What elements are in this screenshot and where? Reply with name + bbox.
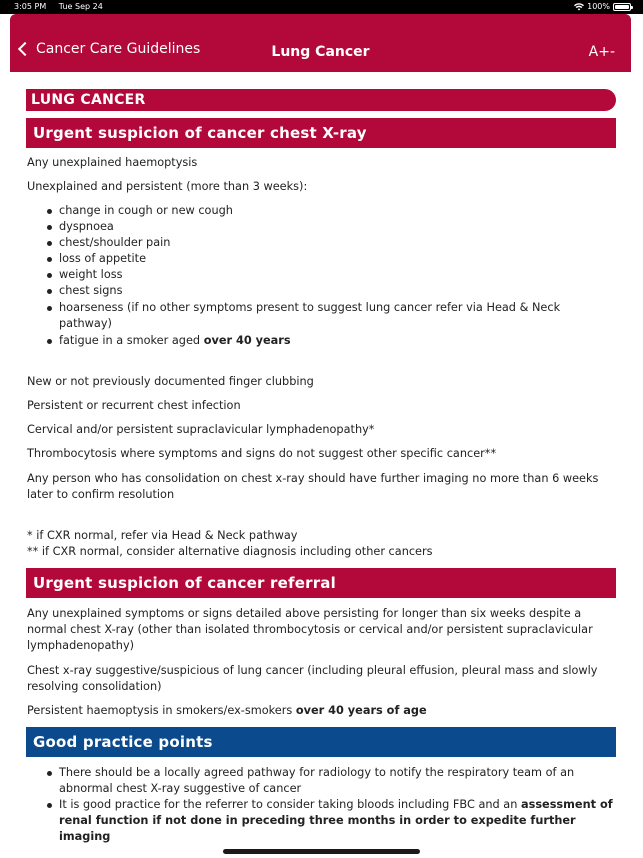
- list-item: change in cough or new cough: [59, 203, 614, 219]
- list-item: chest signs: [59, 283, 614, 299]
- paragraph-consolidation: Any person who has consolidation on chest x-ray should have further imaging no more than 6 weeks later to confirm resolution: [27, 472, 599, 501]
- font-size-button[interactable]: A+-: [588, 44, 615, 60]
- status-date: Tue Sep 24: [58, 2, 103, 11]
- paragraph-thrombocytosis: Thrombocytosis where symptoms and signs do not suggest other specific cancer**: [27, 447, 497, 460]
- home-indicator[interactable]: [223, 849, 420, 854]
- section-header-chest-xray: Urgent suspicion of cancer chest X-ray: [26, 118, 616, 148]
- list-item-bloods: [59, 797, 614, 845]
- section-header-referral: Urgent suspicion of cancer referral: [26, 568, 616, 598]
- list-item: hoarseness (if no other symptoms present to suggest lung cancer refer via Head & Neck pathway): [59, 300, 614, 332]
- paragraph-persistent-intro: Unexplained and persistent (more than 3 weeks):: [27, 180, 308, 193]
- list-item: chest/shoulder pain: [59, 235, 614, 251]
- paragraph-chest-xray-suggestive: Chest x-ray suggestive/suspicious of lung cancer (including pleural effusion, pleural mass and slowly resolving consolidation): [27, 664, 598, 693]
- wifi-icon: [574, 3, 584, 11]
- list-item: dyspnoea: [59, 219, 614, 235]
- paragraph-chest-infection: Persistent or recurrent chest infection: [27, 399, 241, 412]
- paragraph-haemoptysis: Any unexplained haemoptysis: [27, 156, 198, 169]
- section-header-good-practice: Good practice points: [26, 727, 616, 757]
- list-item: loss of appetite: [59, 251, 614, 267]
- navigation-bar: [10, 14, 631, 72]
- paragraph-lymphadenopathy: Cervical and/or persistent supraclavicular lymphadenopathy*: [27, 423, 375, 436]
- paragraph-smokers: [27, 703, 617, 719]
- status-bar: [0, 0, 643, 14]
- list-item-bold: over 40 years: [203, 334, 291, 347]
- status-time: 3:05 PM: [14, 2, 47, 11]
- page-title: Lung Cancer: [271, 44, 370, 60]
- paragraph-clubbing: New or not previously documented finger clubbing: [27, 375, 314, 388]
- list-item-radiology-pathway: There should be a locally agreed pathway for radiology to notify the respiratory team of an abnormal chest X-ray suggestive of cancer: [59, 765, 614, 797]
- list-item: weight loss: [59, 267, 614, 283]
- list-item-text: fatigue in a smoker aged: [59, 334, 204, 347]
- page-banner: LUNG CANCER: [26, 89, 616, 111]
- footnote-double-asterisk: ** if CXR normal, consider alternative diagnosis including other cancers: [27, 545, 433, 558]
- content-scroll-area[interactable]: [10, 72, 631, 848]
- paragraph-smokers-bold: over 40 years of age: [295, 704, 427, 717]
- battery-icon: [613, 3, 631, 11]
- battery-percent: 100%: [587, 2, 610, 11]
- list-item-text: It is good practice for the referrer to consider taking bloods including FBC and an: [59, 798, 521, 811]
- footnote-single-asterisk: * if CXR normal, refer via Head & Neck pathway: [27, 529, 298, 542]
- back-button-label: Cancer Care Guidelines: [36, 41, 201, 57]
- paragraph-unexplained-symptoms: Any unexplained symptoms or signs detailed above persisting for longer than six weeks despite a normal chest X-ray (other than isolated thrombocytosis or cervical and/or persistent supraclavicular lymphadenopathy): [27, 607, 593, 652]
- list-item-bold: assessment of renal function if not done in preceding three months in order to expedite further imaging: [59, 798, 613, 843]
- paragraph-smokers-text: Persistent haemoptysis in smokers/ex-smokers: [27, 704, 296, 717]
- list-item-fatigue: [59, 333, 614, 349]
